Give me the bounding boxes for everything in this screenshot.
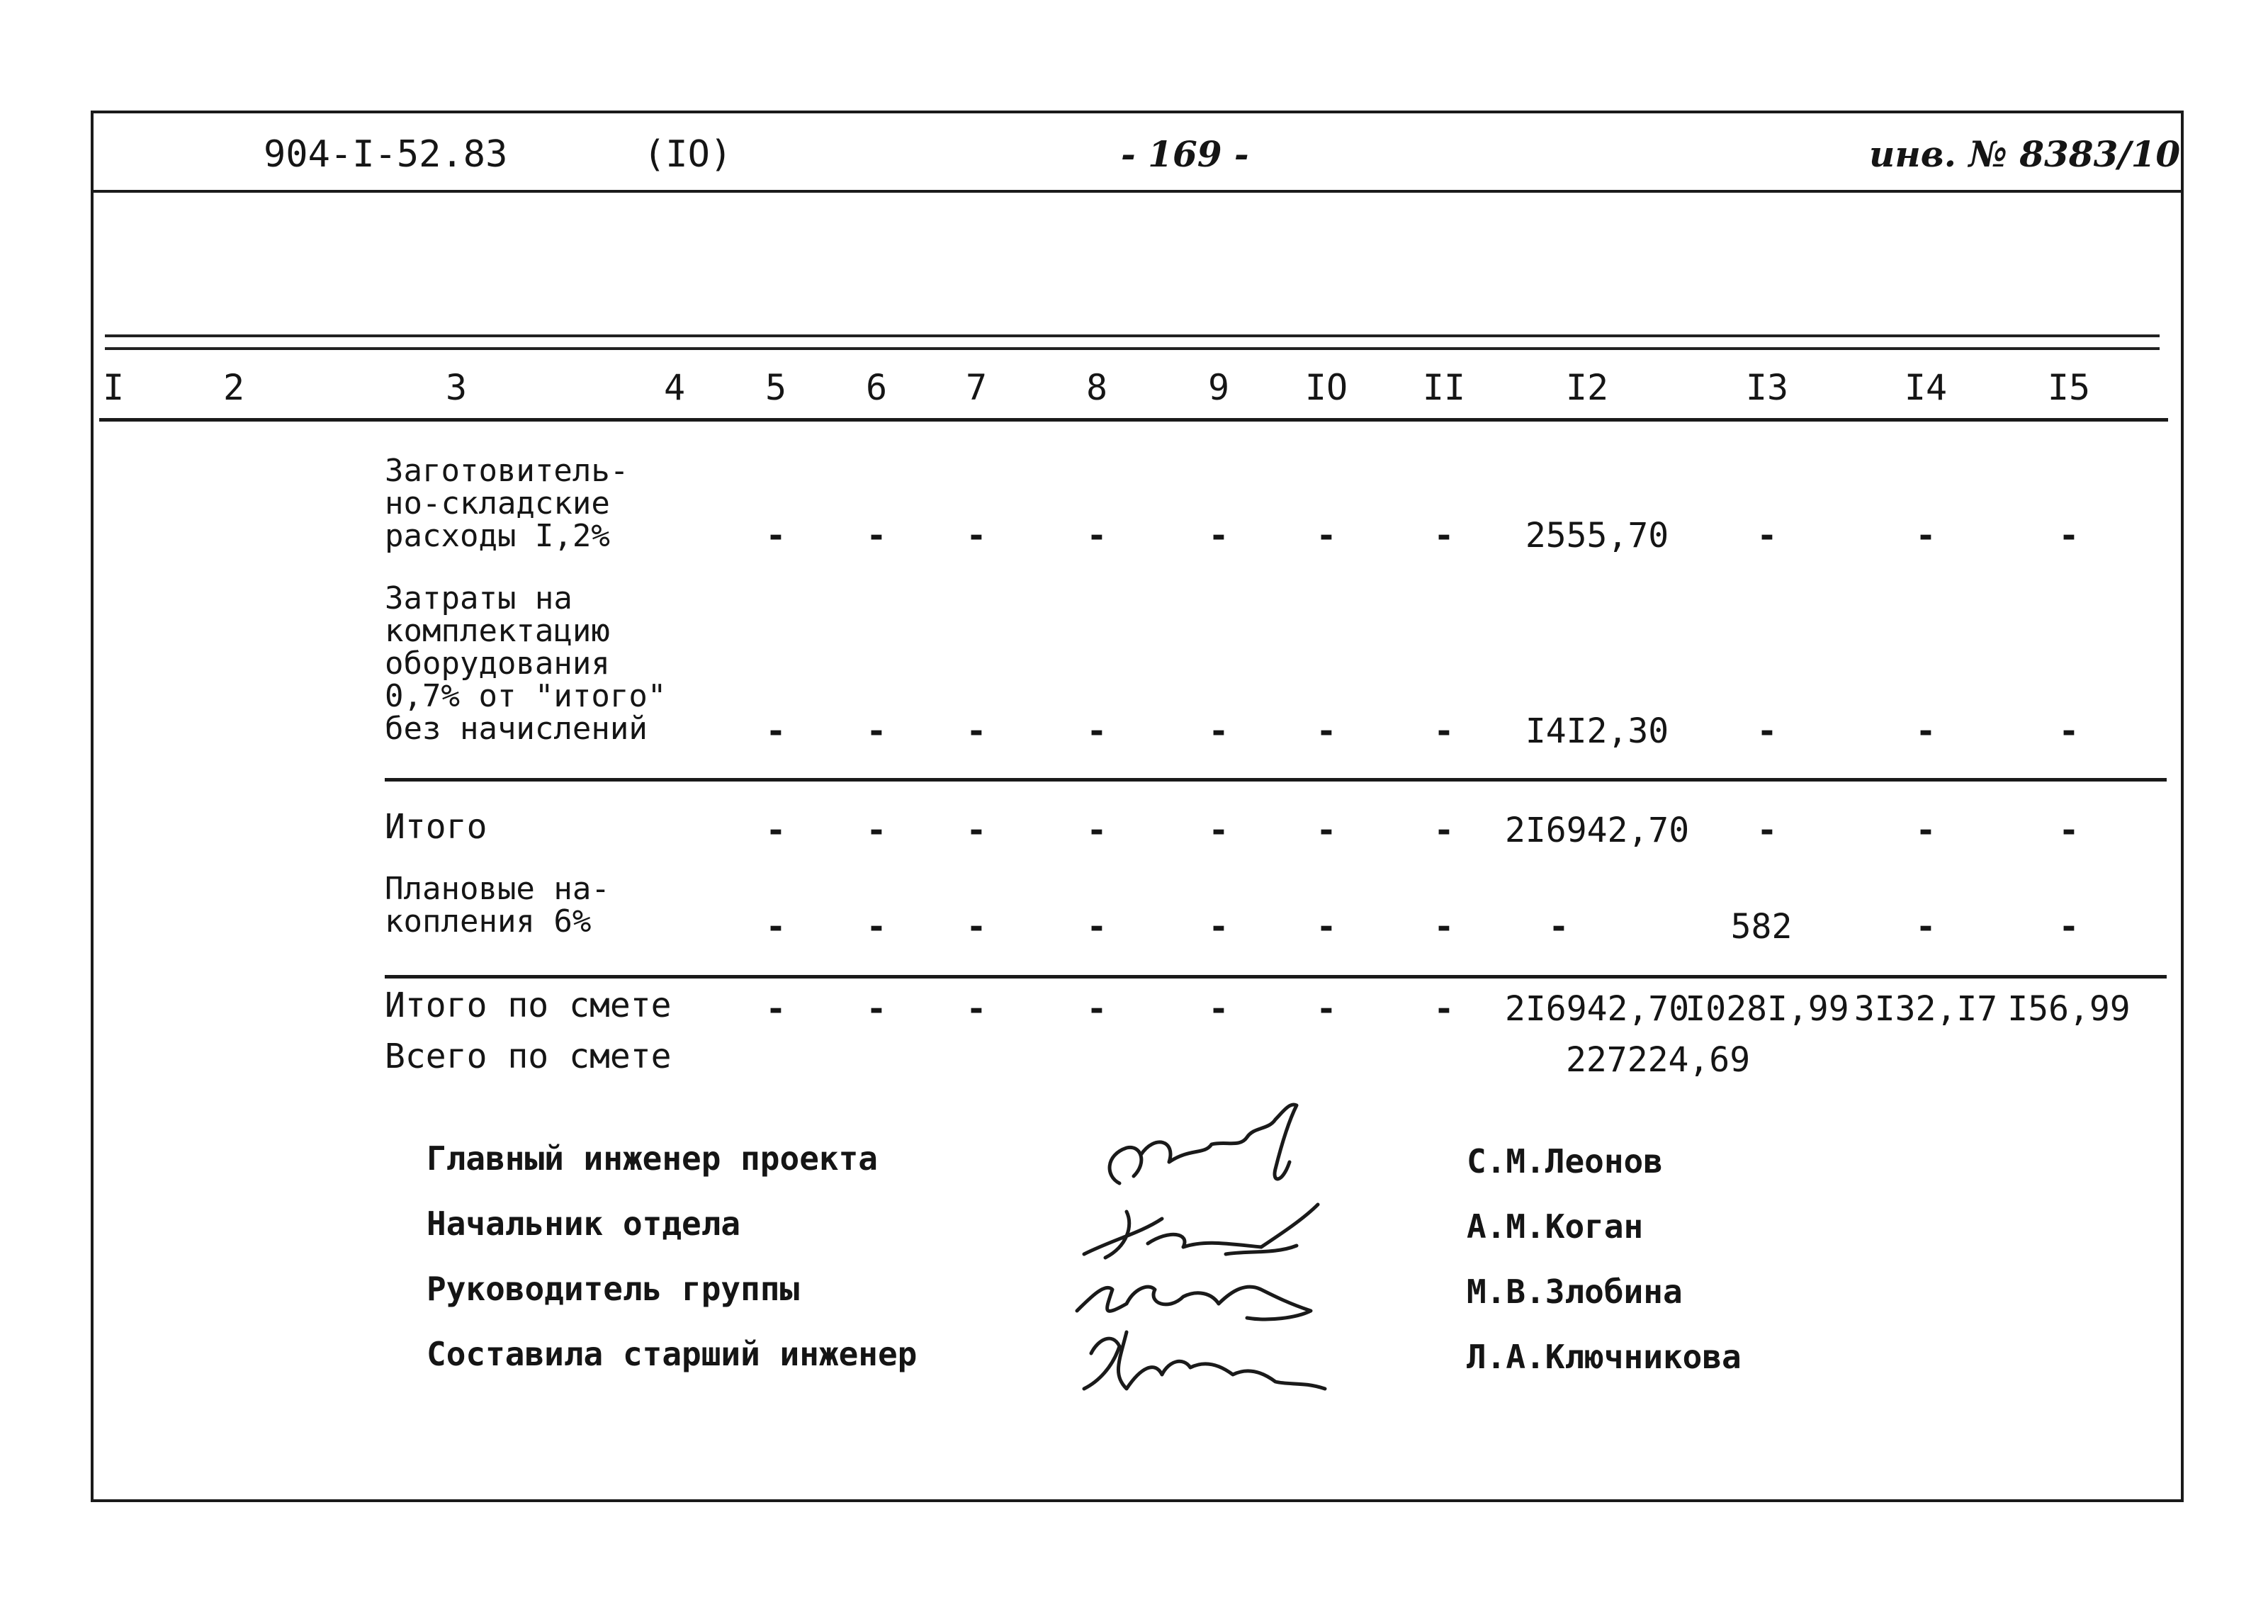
handwritten-signatures	[1063, 1077, 1360, 1410]
cell: -	[1433, 516, 1455, 556]
cell-amount: 582	[1730, 907, 1793, 947]
cell: -	[866, 711, 887, 751]
cell: -	[866, 516, 887, 556]
row-label-planned-savings: Плановые на- копления 6%	[385, 871, 610, 940]
col-header-8: 8	[1085, 367, 1108, 408]
signatory-role: Начальник отдела	[427, 1205, 741, 1243]
header-divider	[91, 190, 2184, 193]
col-header-14: I4	[1904, 367, 1948, 408]
cell-amount: I56,99	[2007, 989, 2131, 1029]
cell: -	[765, 907, 786, 947]
cell: -	[1208, 907, 1229, 947]
cell: -	[1548, 907, 1569, 947]
cell: -	[1915, 711, 1936, 751]
cell: -	[1433, 811, 1455, 850]
cell: -	[1208, 516, 1229, 556]
cell: -	[765, 516, 786, 556]
cell: -	[966, 516, 987, 556]
cell: -	[2058, 516, 2080, 556]
col-header-10: IO	[1304, 367, 1348, 408]
signatory-name: Л.А.Ключникова	[1467, 1338, 1742, 1376]
col-header-1: I	[102, 367, 125, 408]
col-header-9: 9	[1207, 367, 1230, 408]
col-header-5: 5	[765, 367, 787, 408]
cell: -	[1086, 907, 1107, 947]
cell: -	[966, 989, 987, 1029]
cell-amount: 3I32,I7	[1854, 989, 1998, 1029]
col-header-3: 3	[445, 367, 468, 408]
cell: -	[1433, 711, 1455, 751]
cell: -	[765, 711, 786, 751]
page-number: - 169 -	[1121, 133, 1249, 175]
signatory-role: Главный инженер проекта	[427, 1139, 878, 1178]
cell: -	[2058, 907, 2080, 947]
cell: -	[1316, 989, 1337, 1029]
signatory-role: Руководитель группы	[427, 1270, 800, 1308]
grand-total-label: Всего по смете	[385, 1037, 672, 1076]
cell: -	[1915, 516, 1936, 556]
cell: -	[1086, 811, 1107, 850]
subtotal-rule	[385, 778, 2167, 782]
doc-part: (IO)	[643, 133, 733, 176]
column-header-rule	[99, 418, 2168, 422]
cell: -	[866, 811, 887, 850]
cell: -	[1086, 516, 1107, 556]
col-header-4: 4	[663, 367, 686, 408]
cell: -	[1756, 811, 1778, 850]
cell: -	[1208, 811, 1229, 850]
cell: -	[1208, 989, 1229, 1029]
doc-code: 904-I-52.83	[264, 133, 508, 176]
cell-amount: I028I,99	[1685, 989, 1849, 1029]
cell: -	[866, 907, 887, 947]
cell: -	[1915, 907, 1936, 947]
col-header-6: 6	[865, 367, 888, 408]
table-top-double-rule	[105, 334, 2160, 350]
signatory-name: С.М.Леонов	[1467, 1142, 1663, 1180]
row-label-subtotal: Итого	[385, 807, 487, 847]
row-label-equipment: Затраты на комплектацию оборудования 0,7% от "итого" без начислений	[385, 580, 667, 747]
row-label-estimate-total: Итого по смете	[385, 986, 672, 1025]
cell-amount: 2I6942,70	[1505, 989, 1690, 1029]
col-header-13: I3	[1745, 367, 1789, 408]
signatory-name: М.В.Злобина	[1467, 1273, 1683, 1311]
col-header-12: I2	[1565, 367, 1609, 408]
cell: -	[966, 711, 987, 751]
cell: -	[866, 989, 887, 1029]
cell: -	[1433, 907, 1455, 947]
total-rule	[385, 975, 2167, 979]
col-header-11: II	[1422, 367, 1466, 408]
signatory-role: Составила старший инженер	[427, 1335, 918, 1373]
cell: -	[1433, 989, 1455, 1029]
cell: -	[1086, 711, 1107, 751]
cell: -	[1316, 907, 1337, 947]
grand-total-value: 227224,69	[1566, 1040, 1751, 1080]
cell: -	[2058, 811, 2080, 850]
row-label-procurement: Заготовитель- но-складские расходы I,2%	[385, 453, 629, 554]
cell: -	[765, 811, 786, 850]
cell: -	[966, 907, 987, 947]
cell: -	[765, 989, 786, 1029]
cell: -	[1316, 811, 1337, 850]
cell: -	[1756, 711, 1778, 751]
col-header-15: I5	[2047, 367, 2091, 408]
cell: -	[1316, 516, 1337, 556]
cell: -	[966, 811, 987, 850]
cell: -	[1316, 711, 1337, 751]
cell-amount: 2555,70	[1525, 516, 1669, 556]
cell-amount: I4I2,30	[1525, 711, 1669, 751]
cell: -	[2058, 711, 2080, 751]
cell: -	[1756, 516, 1778, 556]
col-header-7: 7	[965, 367, 988, 408]
inventory-number: инв. № 8383/10	[1869, 133, 2181, 175]
col-header-2: 2	[222, 367, 245, 408]
cell: -	[1915, 811, 1936, 850]
cell: -	[1086, 989, 1107, 1029]
signatory-name: А.М.Коган	[1467, 1207, 1644, 1246]
cell: -	[1208, 711, 1229, 751]
cell-amount: 2I6942,70	[1505, 811, 1690, 850]
